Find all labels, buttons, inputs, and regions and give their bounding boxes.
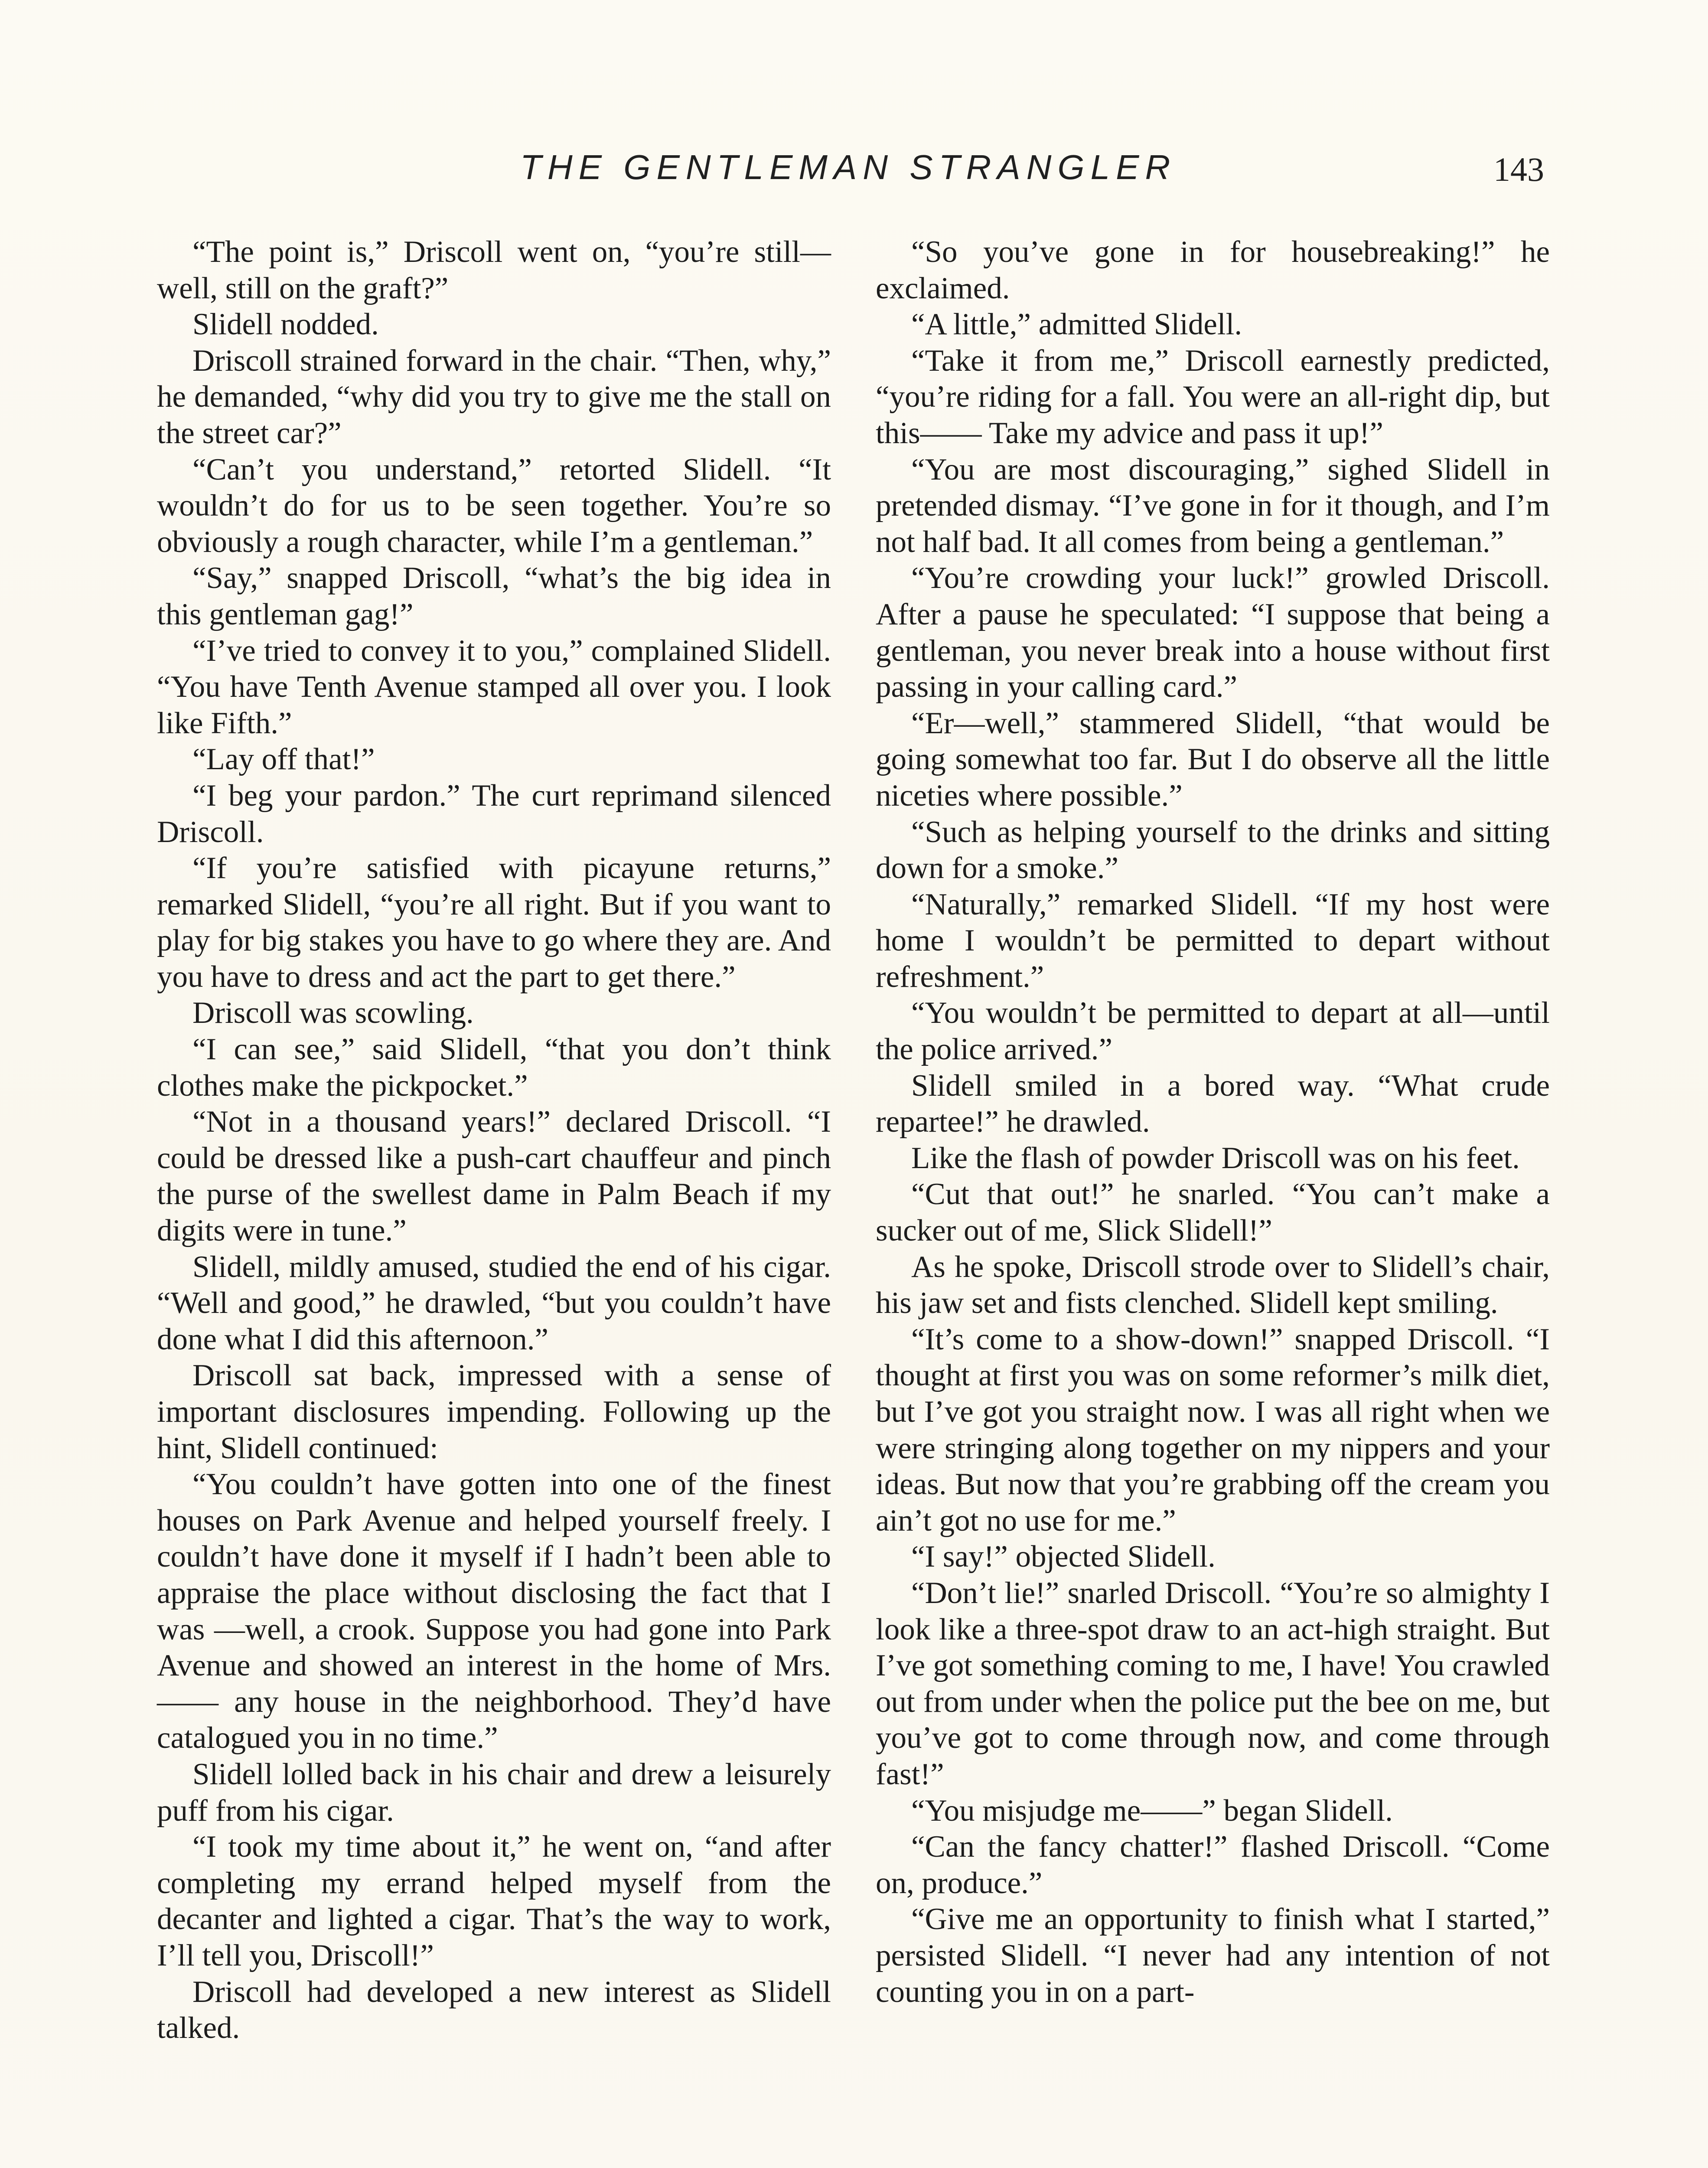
paragraph: “You misjudge me——” began Slidell. [911, 1793, 1393, 1828]
paragraph: “Er—well,” stammered Slidell, “that would be going somewhat too far. But I do observe all the little niceties where possible.” [876, 706, 1550, 813]
right-column [876, 234, 1550, 2010]
paragraph: Driscoll strained forward in the chair. “Then, why,” he demanded, “why did you try to give me the stall on the street car?” [157, 343, 831, 450]
paragraph: “I took my time about it,” he went on, “and after completing my errand helped myself from the decanter and lighted a cigar. That’s the way to work, I’ll tell you, Driscoll!” [157, 1830, 831, 1972]
paragraph: “You wouldn’t be permitted to depart at all—until the police arrived.” [876, 996, 1550, 1067]
running-title: THE GENTLEMAN STRANGLER [520, 148, 1177, 186]
paragraph: Driscoll had developed a new interest as Slidell talked. [157, 1975, 831, 2045]
paragraph: “You couldn’t have gotten into one of the finest houses on Park Avenue and helped yourself freely. I couldn’t have done it myself if I hadn’t been able to appraise the place without disclosing the fact that I was —well, a crook. Suppose you had gone into Park Avenue and showed an interest in the home of Mrs. —— any house in the neighborhood. They’d have catalogued you in no time.” [157, 1467, 831, 1755]
paragraph: “Say,” snapped Driscoll, “what’s the big idea in this gentleman gag!” [157, 561, 831, 631]
page-number: 143 [1493, 150, 1544, 188]
paragraph: “Don’t lie!” snarled Driscoll. “You’re so almighty I look like a three-spot draw to an act-high straight. But I’ve got something coming to me, I have! You crawled out from under when the police put the bee on me, but you’ve got to come through now, and come through fast!” [876, 1576, 1550, 1791]
paragraph: “A little,” admitted Slidell. [911, 307, 1242, 342]
paragraph: “You are most discouraging,” sighed Slidell in pretended dismay. “I’ve gone in for it though, and I’m not half bad. It all comes from being a gentleman.” [876, 452, 1550, 559]
paragraph: Slidell nodded. [192, 307, 379, 342]
paragraph: “You’re crowding your luck!” growled Driscoll. After a pause he speculated: “I suppose that being a gentleman, you never break into a house without first passing in your calling card.” [876, 561, 1550, 704]
paragraph: “So you’ve gone in for housebreaking!” he exclaimed. [876, 235, 1550, 305]
paragraph: “Can’t you understand,” retorted Slidell. “It wouldn’t do for us to be seen together. You’re so obviously a rough character, while I’m a gentleman.” [157, 452, 831, 559]
running-head [0, 147, 1708, 199]
paragraph: Slidell lolled back in his chair and drew a leisurely puff from his cigar. [157, 1757, 831, 1828]
paragraph: “If you’re satisfied with picayune returns,” remarked Slidell, “you’re all right. But if you want to play for big stakes you have to go where they are. And you have to dress and act the part to get there.” [157, 851, 831, 994]
paragraph: “I say!” objected Slidell. [911, 1540, 1216, 1574]
paragraph: “Naturally,” remarked Slidell. “If my host were home I wouldn’t be permitted to depart without refreshment.” [876, 887, 1550, 994]
paragraph: “I beg your pardon.” The curt reprimand silenced Driscoll. [157, 778, 831, 849]
paragraph: Like the flash of powder Driscoll was on his feet. [911, 1141, 1520, 1175]
paragraph: “Take it from me,” Driscoll earnestly predicted, “you’re riding for a fall. You were an all-right dip, but this—— Take my advice and pass it up!” [876, 343, 1550, 450]
paragraph: Slidell, mildly amused, studied the end of his cigar. “Well and good,” he drawled, “but you couldn’t have done what I did this afternoon.” [157, 1250, 831, 1356]
paragraph: “The point is,” Driscoll went on, “you’re still—well, still on the graft?” [157, 235, 831, 305]
paragraph: “Can the fancy chatter!” flashed Driscoll. “Come on, produce.” [876, 1830, 1550, 1900]
paragraph: Driscoll sat back, impressed with a sense of important disclosures impending. Following up the hint, Slidell continued: [157, 1358, 831, 1465]
paragraph: Driscoll was scowling. [192, 996, 474, 1030]
paragraph: “I can see,” said Slidell, “that you don’t think clothes make the pickpocket.” [157, 1032, 831, 1103]
paragraph: “Not in a thousand years!” declared Driscoll. “I could be dressed like a push-cart chauffeur and pinch the purse of the swellest dame in Palm Beach if my digits were in tune.” [157, 1105, 831, 1248]
paragraph: “Give me an opportunity to finish what I started,” persisted Slidell. “I never had any intention of not counting you in on a part- [876, 1902, 1550, 2009]
paragraph: “I’ve tried to convey it to you,” complained Slidell. “You have Tenth Avenue stamped all over you. I look like Fifth.” [157, 633, 831, 740]
paragraph: Slidell smiled in a bored way. “What crude repartee!” he drawled. [876, 1068, 1550, 1139]
paragraph: “Cut that out!” he snarled. “You can’t make a sucker out of me, Slick Slidell!” [876, 1177, 1550, 1248]
paragraph: “It’s come to a show-down!” snapped Driscoll. “I thought at first you was on some reformer’s milk diet, but I’ve got you straight now. I was all right when we were stringing along together on my nippers and your ideas. But now that you’re grabbing off the cream you ain’t got no use for me.” [876, 1322, 1550, 1538]
paragraph: “Such as helping yourself to the drinks and sitting down for a smoke.” [876, 815, 1550, 885]
paragraph: “Lay off that!” [192, 742, 375, 777]
paragraph: As he spoke, Driscoll strode over to Slidell’s chair, his jaw set and fists clenched. Slidell kept smiling. [876, 1250, 1550, 1320]
left-column [157, 234, 831, 2047]
